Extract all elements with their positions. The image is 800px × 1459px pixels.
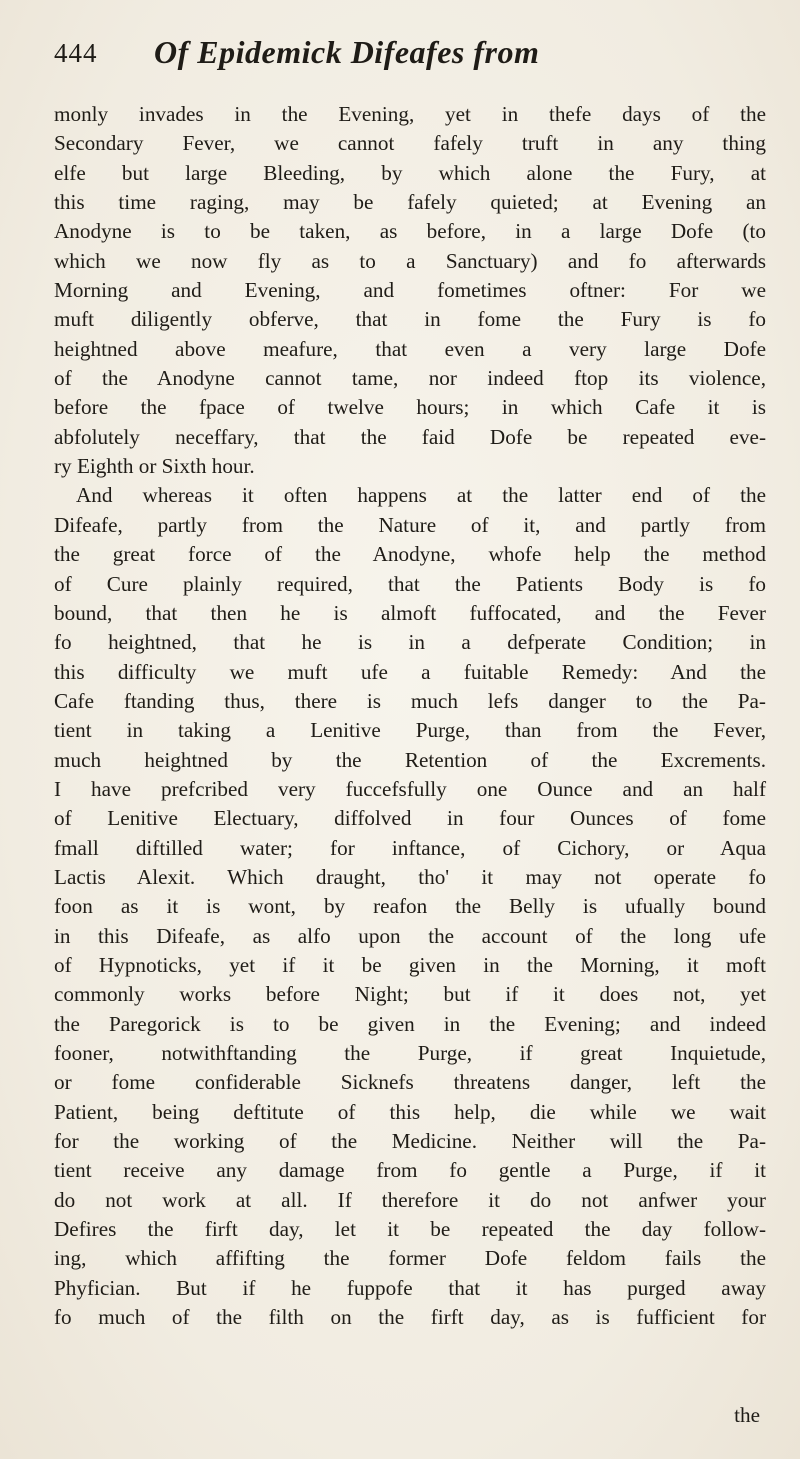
text-line: abfolutely neceffary, that the faid Dofe be repeated eve- [54, 424, 766, 449]
text-line: fooner, notwithftanding the Purge, if great Inquietude, [54, 1041, 766, 1065]
text-line: tient receive any damage from fo gentle a Purge, if it [54, 1158, 766, 1183]
text-line: heightned above meafure, that even a very large Dofe [54, 336, 766, 361]
text-line: in this Difeafe, as alfo upon the account of the long ufe [54, 923, 766, 948]
text-line: before the fpace of twelve hours; in which Cafe it is [54, 395, 766, 420]
catchword: the [734, 1403, 760, 1427]
text-line: Anodyne is to be taken, as before, in a large Dofe (to [54, 219, 766, 244]
text-line: fo much of the filth on the firft day, as is fufficient for [54, 1305, 766, 1330]
text-line: monly invades in the Evening, yet in thefe days of the [54, 102, 766, 126]
text-line: ing, which affifting the former Dofe feldom fails the [54, 1246, 766, 1271]
text-line: Defires the firft day, let it be repeated the day follow- [54, 1217, 766, 1242]
body-text [54, 100, 766, 1332]
text-line: which we now fly as to a Sanctuary) and fo afterwards [54, 248, 766, 273]
page-header [54, 30, 754, 74]
text-line: much heightned by the Retention of the Excrements. [54, 747, 766, 772]
text-line: I have prefcribed very fuccefsfully one Ounce and an half [54, 776, 766, 801]
text-line: Phyfician. But if he fuppofe that it has purged away [54, 1275, 766, 1300]
text-line: fmall diftilled water; for inftance, of Cichory, or Aqua [54, 835, 766, 860]
text-line: commonly works before Night; but if it does not, yet [54, 982, 766, 1007]
text-line: Lactis Alexit. Which draught, tho' it may not operate fo [54, 864, 766, 889]
text-line: do not work at all. If therefore it do not anfwer your [54, 1187, 766, 1212]
text-line: for the working of the Medicine. Neither will the Pa- [54, 1129, 766, 1154]
text-line: or fome confiderable Sicknefs threatens danger, left the [54, 1070, 766, 1095]
text-line: ry Eighth or Sixth hour. [54, 454, 255, 479]
text-line: the Paregorick is to be given in the Evening; and indeed [54, 1011, 766, 1036]
page-number: 444 [54, 38, 98, 68]
text-line: of Lenitive Electuary, diffolved in four Ounces of fome [54, 806, 766, 831]
text-line: the great force of the Anodyne, whofe help the method [54, 542, 766, 567]
text-line: Secondary Fever, we cannot fafely truft in any thing [54, 131, 766, 156]
text-line: Cafe ftanding thus, there is much lefs danger to the Pa- [54, 688, 766, 713]
text-line: this difficulty we muft ufe a fuitable Remedy: And the [54, 659, 766, 684]
text-line: muft diligently obferve, that in fome the Fury is fo [54, 307, 766, 332]
text-line: Difeafe, partly from the Nature of it, and partly from [54, 512, 766, 537]
text-line: foon as it is wont, by reafon the Belly is ufually bound [54, 894, 766, 919]
text-line: bound, that then he is almoft fuffocated, and the Fever [54, 600, 766, 625]
text-line: this time raging, may be fafely quieted; at Evening an [54, 190, 766, 215]
text-line: of Cure plainly required, that the Patients Body is fo [54, 571, 766, 596]
text-line: elfe but large Bleeding, by which alone the Fury, at [54, 160, 766, 185]
running-title: Of Epidemick Difeafes from [154, 34, 540, 70]
text-line: And whereas it often happens at the latter end of the [76, 483, 766, 508]
text-line: Patient, being deftitute of this help, die while we wait [54, 1099, 766, 1124]
text-line: Morning and Evening, and fometimes oftner: For we [54, 278, 766, 303]
text-line: of the Anodyne cannot tame, nor indeed ftop its violence, [54, 366, 766, 391]
text-line: tient in taking a Lenitive Purge, than from the Fever, [54, 718, 766, 743]
text-line: fo heightned, that he is in a defperate Condition; in [54, 630, 766, 655]
text-line: of Hypnoticks, yet if it be given in the Morning, it moft [54, 952, 766, 977]
